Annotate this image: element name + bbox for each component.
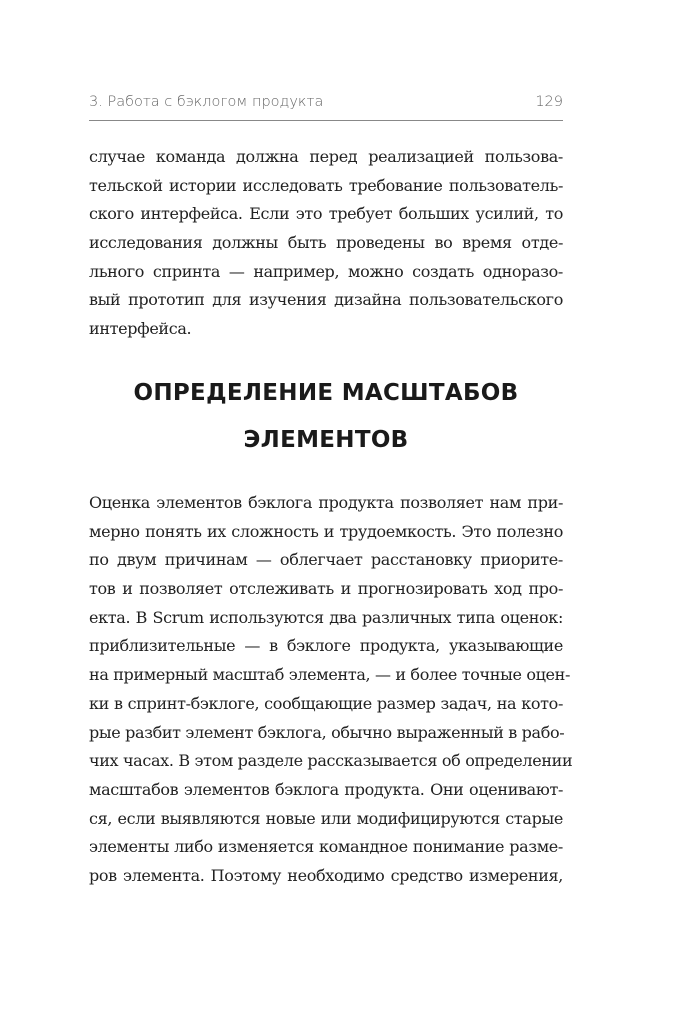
text-line: рые разбит элемент бэклога, обычно выраженный в рабо-	[89, 722, 565, 742]
text-line: ся, если выявляются новые или модифицируются старые	[89, 808, 563, 828]
text-line: Оценка элементов бэклога продукта позволяет нам при-	[89, 493, 563, 512]
text-line: екта. В Scrum используются два различных типа оценок:	[89, 607, 563, 627]
text-line: случае команда должна перед реализацией пользова-	[89, 147, 563, 166]
text-line: тов и позволяет отслеживать и прогнозировать ход про-	[89, 579, 563, 599]
heading-line: ОПРЕДЕЛЕНИЕ МАСШТАБОВ	[133, 380, 519, 406]
paragraph-2	[89, 489, 573, 891]
heading-line: ЭЛЕМЕНТОВ	[243, 427, 409, 453]
text-line: ки в спринт-бэклоге, сообщающие размер задач, на кото-	[89, 693, 563, 713]
section-heading	[89, 370, 563, 464]
text-line: льного спринта — например, можно создать одноразо-	[89, 261, 563, 281]
text-line: вый прототип для изучения дизайна пользовательского	[89, 290, 563, 310]
text-line: по двум причинам — облегчает расстановку приорите-	[89, 550, 563, 570]
page-number: 129	[535, 94, 563, 110]
text-line: тельской истории исследовать требование пользователь-	[89, 175, 563, 195]
text-line: интерфейса.	[89, 319, 192, 339]
text-line: приблизительные — в бэклоге продукта, указывающие	[89, 636, 563, 656]
text-line: ров элемента. Поэтому необходимо средство измерения,	[89, 865, 563, 885]
text-line: мерно понять их сложность и трудоемкость. Это полезно	[89, 521, 563, 541]
text-line: исследования должны быть проведены во время отде-	[89, 233, 563, 253]
text-line: масштабов элементов бэклога продукта. Они оценивают-	[89, 779, 563, 799]
running-header	[89, 92, 563, 121]
chapter-title: 3. Работа с бэклогом продукта	[89, 94, 324, 110]
text-line: чих часах. В этом разделе рассказывается об определении	[89, 751, 573, 771]
text-line: элементы либо изменяется командное понимание разме-	[89, 837, 563, 857]
text-line: на примерный масштаб элемента, — и более точные оцен-	[89, 665, 571, 685]
paragraph-1	[89, 143, 563, 344]
text-line: ского интерфейса. Если это требует больших усилий, то	[89, 204, 563, 224]
